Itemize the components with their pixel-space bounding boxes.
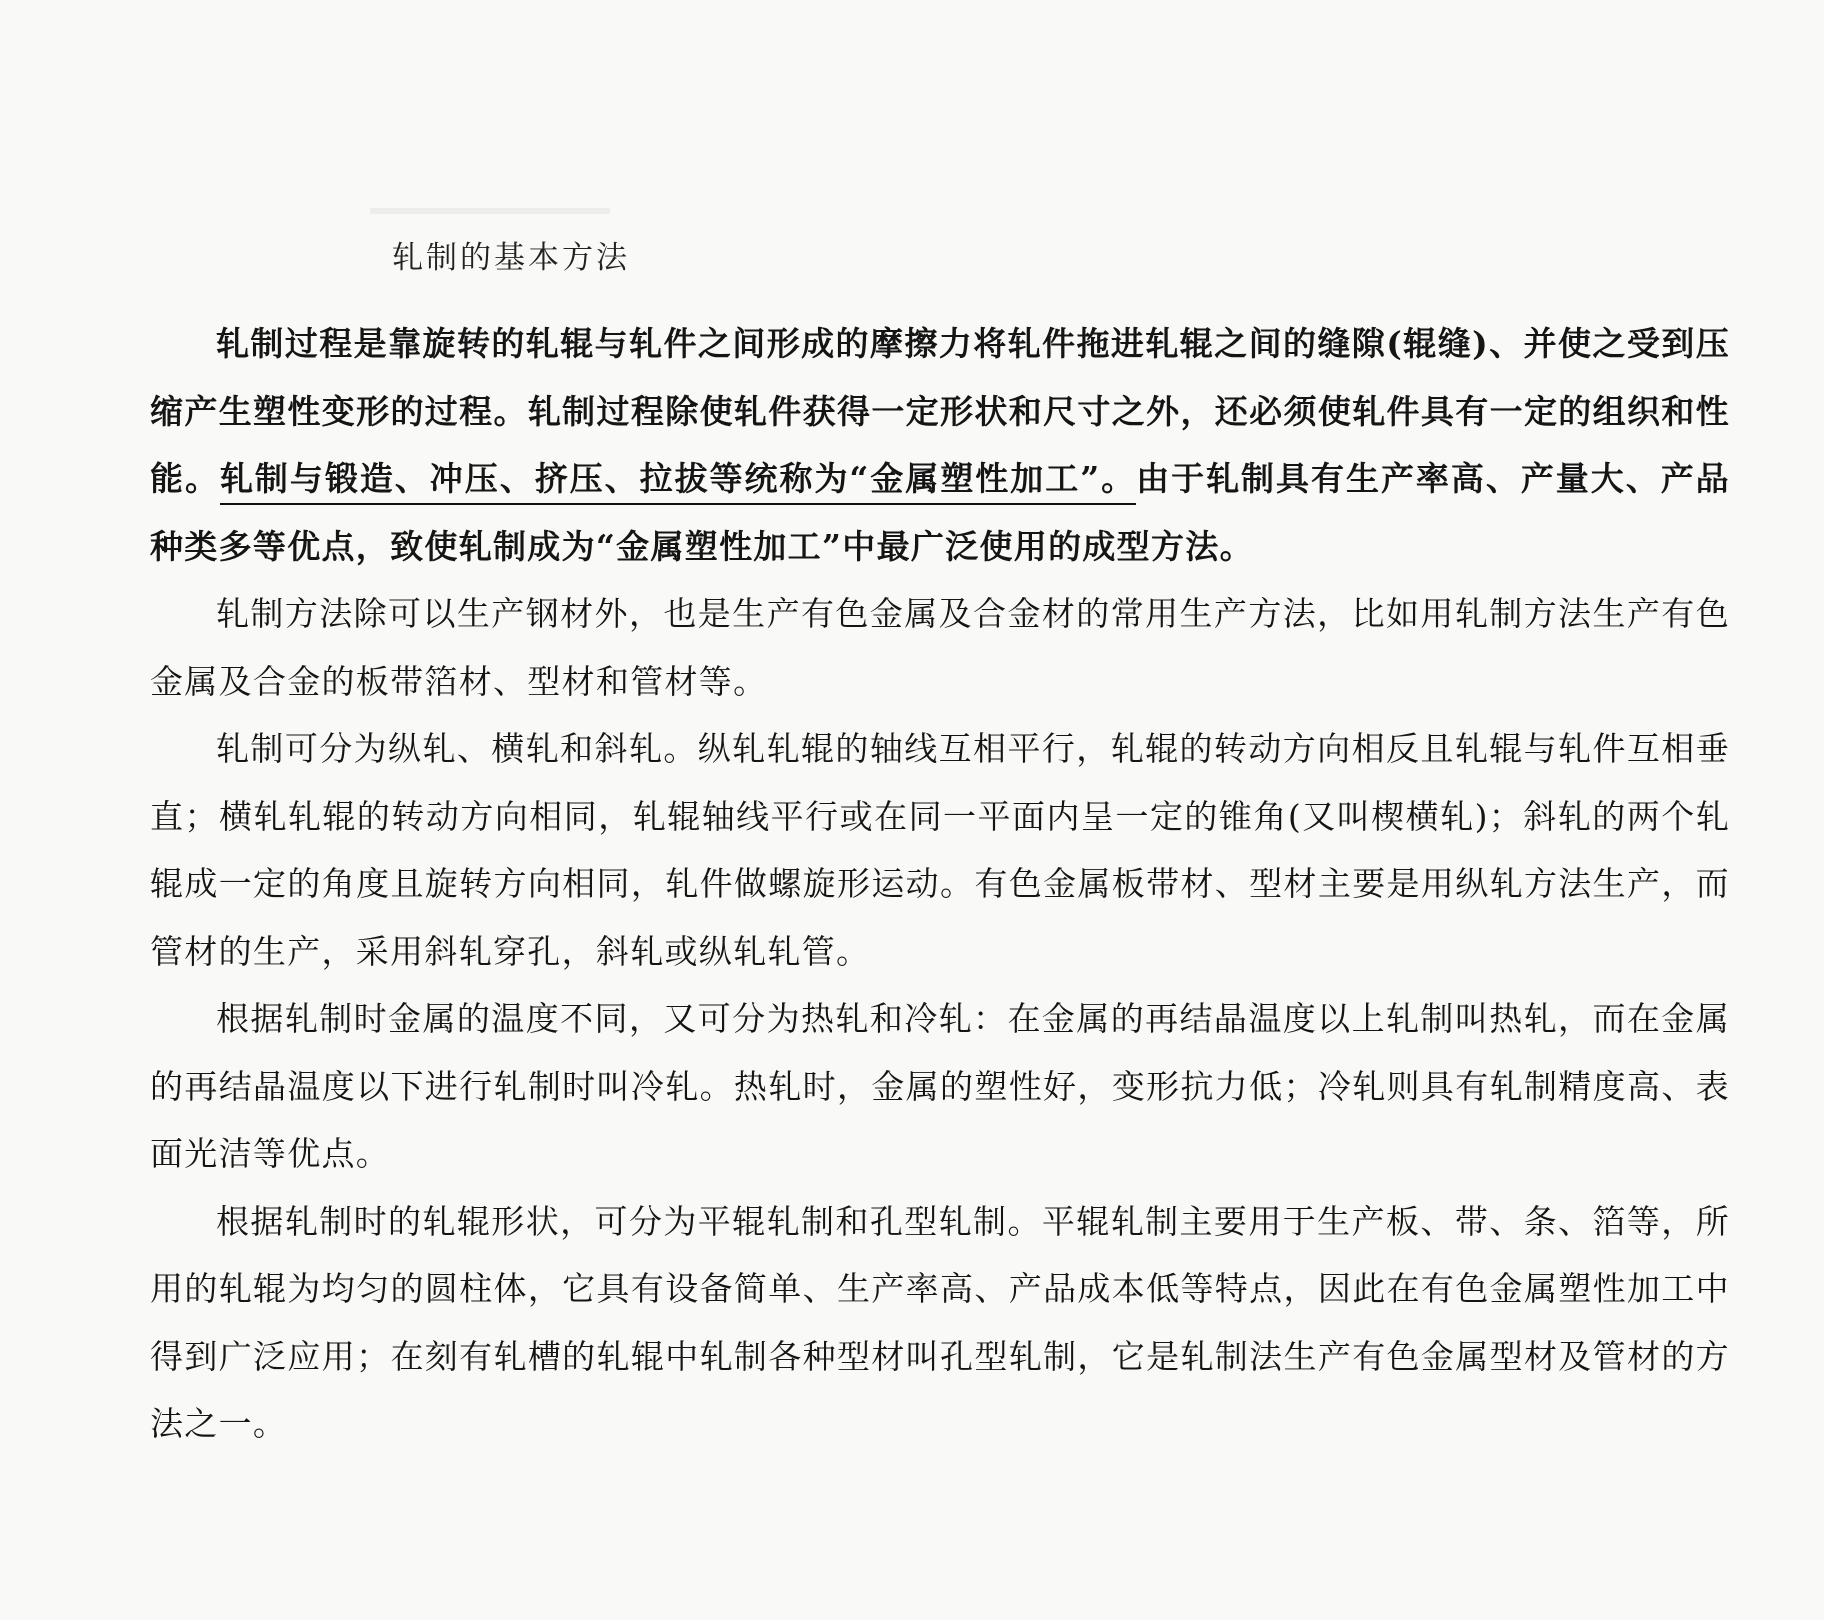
scan-smudge <box>370 208 610 214</box>
section-title: 轧制的基本方法 <box>392 240 630 276</box>
document-body <box>150 310 1730 1458</box>
paragraph-roll-shape: 根据轧制时的轧辊形状，可分为平辊轧制和孔型轧制。平辊轧制主要用于生产板、带、条、箔等，所用的轧辊为均匀的圆柱体，它具有设备简单、生产率高、产品成本低等特点，因此在有色金属塑性加工中得到广泛应用；在刻有轧槽的轧辊中轧制各种型材叫孔型轧制，它是轧制法生产有色金属型材及管材的方法之一。 <box>150 1201 1730 1443</box>
underlined-sentence: 轧制与锻造、冲压、挤压、拉拔等统称为“金属塑性加工”。 <box>220 459 1136 505</box>
paragraph-hot-cold-rolling: 根据轧制时金属的温度不同，又可分为热轧和冷轧：在金属的再结晶温度以上轧制叫热轧，而在金属的再结晶温度以下进行轧制时叫冷轧。热轧时，金属的塑性好，变形抗力低；冷轧则具有轧制精度高、表面光洁等优点。 <box>150 999 1730 1173</box>
paragraph-rolling-types: 轧制可分为纵轧、横轧和斜轧。纵轧轧辊的轴线互相平行，轧辊的转动方向相反且轧辊与轧件互相垂直；横轧轧辊的转动方向相同，轧辊轴线平行或在同一平面内呈一定的锥角(又叫楔横轧)；斜轧的两个轧辊成一定的角度且旋转方向相同，轧件做螺旋形运动。有色金属板带材、型材主要是用纵轧方法生产，而管材的生产，采用斜轧穿孔，斜轧或纵轧轧管。 <box>150 729 1730 971</box>
paragraph-rolling-process <box>150 310 1730 580</box>
paragraph-rest-text: 由于轧制具有生产率高、产量大、产品种类多等优点，致使轧制成为“金属塑性加工”中最广泛使用的成型方法。 <box>150 459 1730 566</box>
paragraph-nonferrous-production: 轧制方法除可以生产钢材外，也是生产有色金属及合金材的常用生产方法，比如用轧制方法生产有色金属及合金的板带箔材、型材和管材等。 <box>150 594 1730 701</box>
paragraph-intro-text: 轧制过程是靠旋转的轧辊与轧件之间形成的摩擦力将轧件拖进轧辊之间的缝隙(辊缝)、并使之受到压缩产生塑性变形的过程。轧制过程除使轧件获得一定形状和尺寸之外，还必须使轧件具有一定的组织和性能。 <box>150 324 1730 498</box>
